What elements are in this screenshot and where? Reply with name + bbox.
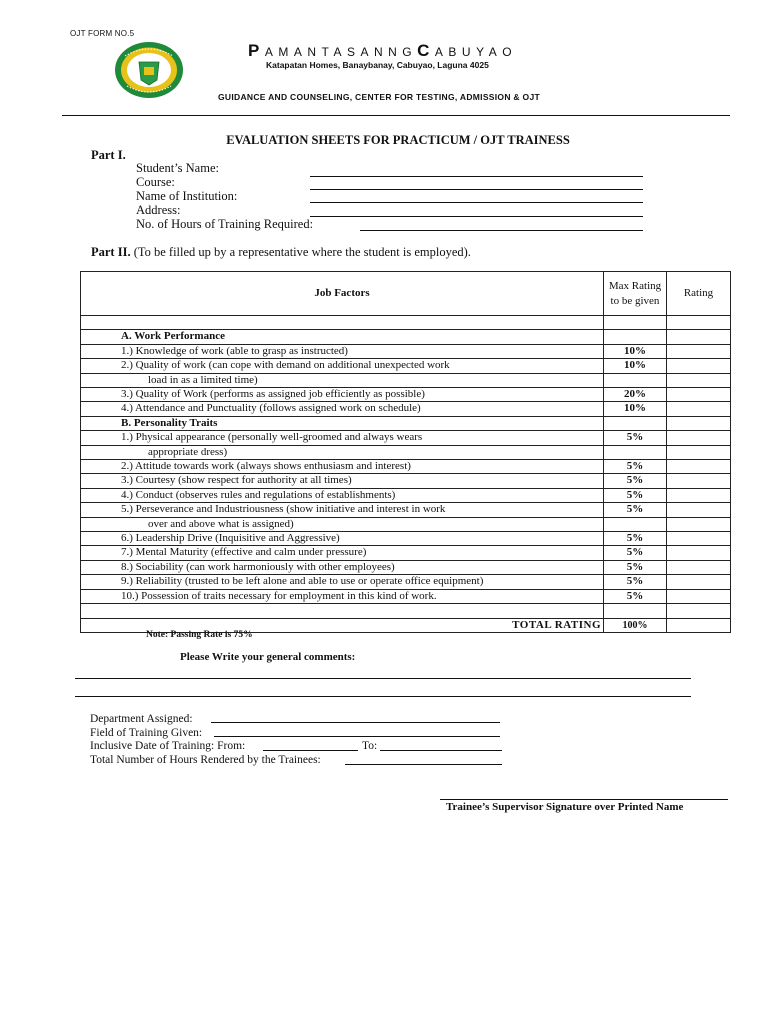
signature-label: Trainee’s Supervisor Signature over Printed Name bbox=[446, 801, 684, 813]
passing-rate-note: Note: Passing Rate is 75% bbox=[146, 630, 253, 640]
table-row bbox=[81, 532, 731, 546]
rating-cell[interactable] bbox=[667, 330, 731, 344]
table-row bbox=[81, 388, 731, 402]
part1-heading: Part I. bbox=[91, 148, 126, 162]
table-row bbox=[81, 316, 731, 330]
table-row bbox=[81, 488, 731, 502]
department-field[interactable] bbox=[211, 722, 500, 723]
max-rating-cell bbox=[604, 316, 667, 330]
max-rating-cell: 5% bbox=[604, 431, 667, 445]
signature-line[interactable] bbox=[440, 799, 728, 800]
table-row bbox=[81, 445, 731, 459]
rating-cell[interactable] bbox=[667, 488, 731, 502]
max-rating-cell: 10% bbox=[604, 359, 667, 373]
inclusive-date-label: Inclusive Date of Training: From: bbox=[90, 740, 246, 752]
max-rating-cell: 10% bbox=[604, 402, 667, 416]
rating-cell[interactable] bbox=[667, 388, 731, 402]
table-row bbox=[81, 373, 731, 387]
university-seal-icon bbox=[113, 40, 185, 100]
max-rating-cell: 5% bbox=[604, 560, 667, 574]
table-row bbox=[81, 359, 731, 373]
comment-line[interactable] bbox=[75, 678, 691, 679]
rating-header: Rating bbox=[667, 272, 731, 316]
job-factor-text: 3.) Quality of Work (performs as assigned job efficiently as possible) bbox=[81, 388, 604, 402]
date-from-field[interactable] bbox=[263, 750, 358, 751]
total-hours-field[interactable] bbox=[345, 764, 502, 765]
course-label: Course: bbox=[136, 175, 175, 189]
section-heading: B. Personality Traits bbox=[81, 416, 604, 430]
max-rating-cell bbox=[604, 517, 667, 531]
rating-cell[interactable] bbox=[667, 532, 731, 546]
university-address: Katapatan Homes, Banaybanay, Cabuyao, Laguna 4025 bbox=[266, 60, 489, 70]
table-row bbox=[81, 517, 731, 531]
table-row bbox=[81, 575, 731, 589]
rating-cell[interactable] bbox=[667, 517, 731, 531]
date-to-field[interactable] bbox=[380, 750, 502, 751]
max-rating-header: Max Rating to be given bbox=[604, 272, 667, 316]
max-rating-cell: 5% bbox=[604, 575, 667, 589]
to-label: To: bbox=[362, 740, 378, 752]
max-rating-cell bbox=[604, 373, 667, 387]
job-factor-text: 5.) Perseverance and Industriousness (show initiative and interest in work bbox=[81, 503, 604, 517]
hours-required-field[interactable] bbox=[360, 230, 643, 231]
table-row bbox=[81, 604, 731, 618]
rating-cell[interactable] bbox=[667, 344, 731, 358]
job-factor-text: 2.) Quality of work (can cope with demand on additional unexpected work bbox=[81, 359, 604, 373]
job-factor-text: 2.) Attitude towards work (always shows enthusiasm and interest) bbox=[81, 460, 604, 474]
max-rating-cell: 5% bbox=[604, 460, 667, 474]
field-label: Field of Training Given: bbox=[90, 727, 203, 739]
max-rating-cell bbox=[604, 445, 667, 459]
job-factor-text: 9.) Reliability (trusted to be left alone and able to use or operate office equipment) bbox=[81, 575, 604, 589]
part2-instruction: Part II. (To be filled up by a representative where the student is employed). bbox=[91, 245, 471, 259]
rating-cell[interactable] bbox=[667, 604, 731, 618]
rating-cell[interactable] bbox=[667, 402, 731, 416]
max-rating-cell bbox=[604, 604, 667, 618]
university-name: PAMANTASANNGCABUYAO bbox=[248, 41, 518, 60]
course-field[interactable] bbox=[310, 189, 643, 190]
rating-cell[interactable] bbox=[667, 560, 731, 574]
job-factor-text: 1.) Knowledge of work (able to grasp as instructed) bbox=[81, 344, 604, 358]
total-rating-cell[interactable] bbox=[667, 618, 731, 632]
table-row bbox=[81, 503, 731, 517]
evaluation-table bbox=[80, 271, 731, 633]
rating-cell[interactable] bbox=[667, 431, 731, 445]
rating-cell[interactable] bbox=[667, 575, 731, 589]
address-field[interactable] bbox=[310, 216, 643, 217]
table-row bbox=[81, 330, 731, 344]
rating-cell[interactable] bbox=[667, 460, 731, 474]
max-rating-cell: 5% bbox=[604, 532, 667, 546]
total-rating-label: TOTAL RATING bbox=[81, 618, 604, 632]
job-factor-text bbox=[81, 604, 604, 618]
section-heading: A. Work Performance bbox=[81, 330, 604, 344]
job-factor-text: over and above what is assigned) bbox=[81, 517, 604, 531]
max-rating-cell bbox=[604, 330, 667, 344]
rating-cell[interactable] bbox=[667, 474, 731, 488]
job-factor-text: load in as a limited time) bbox=[81, 373, 604, 387]
total-rating-max: 100% bbox=[604, 618, 667, 632]
job-factor-text: 7.) Mental Maturity (effective and calm under pressure) bbox=[81, 546, 604, 560]
job-factor-text: appropriate dress) bbox=[81, 445, 604, 459]
job-factors-header: Job Factors bbox=[81, 272, 604, 316]
rating-cell[interactable] bbox=[667, 359, 731, 373]
rating-cell[interactable] bbox=[667, 503, 731, 517]
job-factor-text: 10.) Possession of traits necessary for employment in this kind of work. bbox=[81, 589, 604, 603]
table-row bbox=[81, 589, 731, 603]
max-rating-cell: 5% bbox=[604, 488, 667, 502]
comment-line[interactable] bbox=[75, 696, 691, 697]
max-rating-cell: 20% bbox=[604, 388, 667, 402]
rating-cell[interactable] bbox=[667, 589, 731, 603]
comments-prompt: Please Write your general comments: bbox=[180, 651, 356, 663]
job-factor-text: 3.) Courtesy (show respect for authority at all times) bbox=[81, 474, 604, 488]
rating-cell[interactable] bbox=[667, 316, 731, 330]
max-rating-cell: 5% bbox=[604, 546, 667, 560]
table-row bbox=[81, 474, 731, 488]
hours-required-label: No. of Hours of Training Required: bbox=[136, 217, 314, 231]
max-rating-cell bbox=[604, 416, 667, 430]
job-factor-text: 6.) Leadership Drive (Inquisitive and Aggressive) bbox=[81, 532, 604, 546]
max-rating-cell: 10% bbox=[604, 344, 667, 358]
table-row bbox=[81, 402, 731, 416]
max-rating-cell: 5% bbox=[604, 589, 667, 603]
student-name-label: Student’s Name: bbox=[136, 161, 219, 175]
field-field[interactable] bbox=[214, 736, 500, 737]
institution-field[interactable] bbox=[310, 202, 643, 203]
rating-cell[interactable] bbox=[667, 373, 731, 387]
table-row bbox=[81, 344, 731, 358]
max-rating-cell: 5% bbox=[604, 503, 667, 517]
header-divider bbox=[62, 115, 730, 116]
job-factor-text: 8.) Sociability (can work harmoniously with other employees) bbox=[81, 560, 604, 574]
job-factor-text bbox=[81, 316, 604, 330]
table-row bbox=[81, 546, 731, 560]
table-row bbox=[81, 416, 731, 430]
job-factor-text: 4.) Attendance and Punctuality (follows assigned work on schedule) bbox=[81, 402, 604, 416]
institution-label: Name of Institution: bbox=[136, 189, 238, 203]
total-hours-label: Total Number of Hours Rendered by the Trainees: bbox=[90, 754, 321, 766]
document-title: EVALUATION SHEETS FOR PRACTICUM / OJT TRAINESS bbox=[226, 133, 570, 147]
form-number: OJT FORM NO.5 bbox=[70, 29, 135, 38]
rating-cell[interactable] bbox=[667, 445, 731, 459]
max-rating-cell: 5% bbox=[604, 474, 667, 488]
rating-cell[interactable] bbox=[667, 546, 731, 560]
table-row bbox=[81, 460, 731, 474]
table-row bbox=[81, 431, 731, 445]
job-factor-text: 1.) Physical appearance (personally well-groomed and always wears bbox=[81, 431, 604, 445]
student-name-field[interactable] bbox=[310, 176, 643, 177]
office-name: GUIDANCE AND COUNSELING, CENTER FOR TESTING, ADMISSION & OJT bbox=[218, 92, 540, 102]
address-label: Address: bbox=[136, 203, 181, 217]
job-factor-text: 4.) Conduct (observes rules and regulations of establishments) bbox=[81, 488, 604, 502]
rating-cell[interactable] bbox=[667, 416, 731, 430]
department-label: Department Assigned: bbox=[90, 713, 193, 725]
table-row bbox=[81, 560, 731, 574]
table-header-row bbox=[81, 272, 731, 316]
